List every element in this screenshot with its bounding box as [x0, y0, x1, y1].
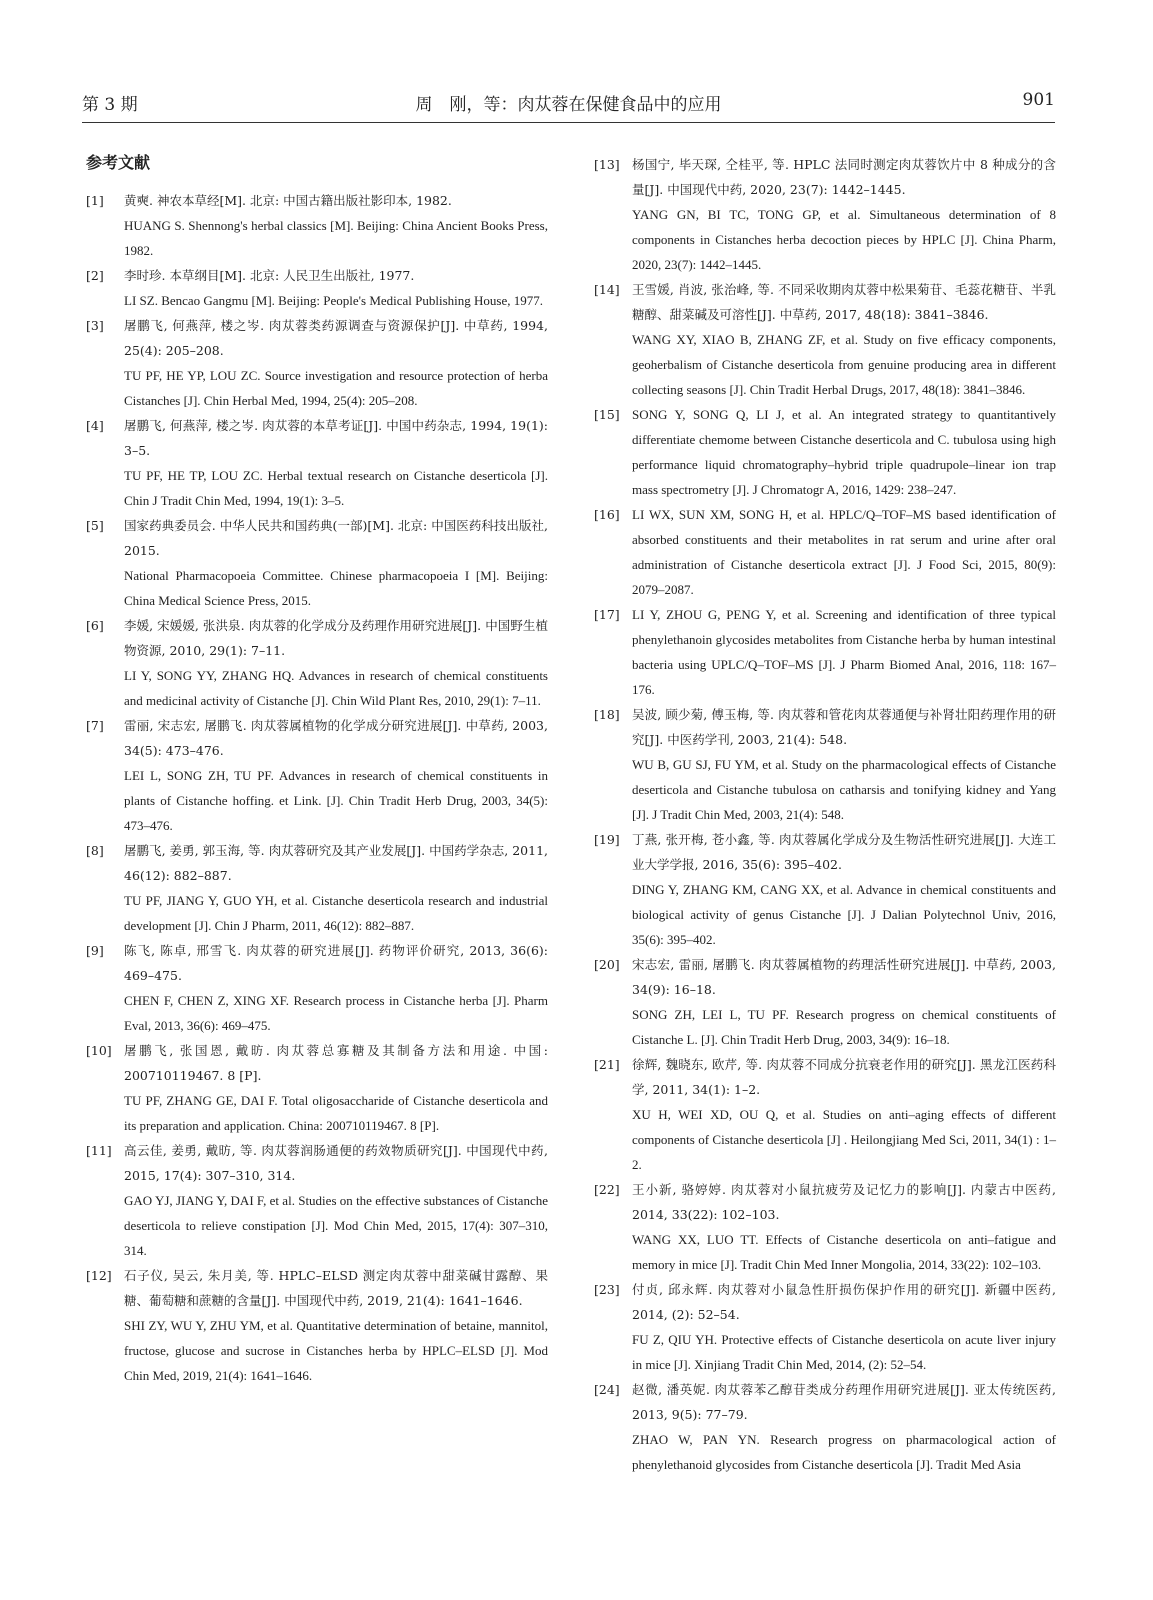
reference-english: DING Y, ZHANG KM, CANG XX, et al. Advance in chemical constituents and biological activity of genus Cistanche [J]. J Dalian Polytechnol Univ, 2016, 35(6): 395–402. [632, 882, 1056, 947]
reference-number: [23] [594, 1282, 620, 1297]
reference-english: HUANG S. Shennong's herbal classics [M]. Beijing: China Ancient Books Press, 1982. [124, 218, 548, 258]
reference-english: National Pharmacopoeia Committee. Chinese pharmacopoeia I [M]. Beijing: China Medical Science Press, 2015. [124, 568, 548, 608]
reference-english: TU PF, ZHANG GE, DAI F. Total oligosaccharide of Cistanche deserticola and its preparation and application. China: 200710119467. 8 [P]. [124, 1093, 548, 1133]
reference-chinese: 高云佳, 姜勇, 戴昉, 等. 肉苁蓉润肠通便的药效物质研究[J]. 中国现代中药, 2015, 17(4): 307–310, 314. [124, 1143, 548, 1183]
reference-number: [18] [594, 707, 620, 722]
reference-chinese: 丁燕, 张开梅, 苍小鑫, 等. 肉苁蓉属化学成分及生物活性研究进展[J]. 大连工业大学学报, 2016, 35(6): 395–402. [632, 832, 1056, 872]
reference-chinese: 王小新, 骆婷婷. 肉苁蓉对小鼠抗疲劳及记忆力的影响[J]. 内蒙古中医药, 2014, 33(22): 102–103. [632, 1182, 1056, 1222]
reference-chinese: 屠鹏飞, 姜勇, 郭玉海, 等. 肉苁蓉研究及其产业发展[J]. 中国药学杂志, 2011, 46(12): 882–887. [124, 843, 548, 883]
reference-number: [2] [86, 268, 104, 283]
reference-item [86, 613, 548, 713]
references-right-column [594, 152, 1056, 1477]
reference-number: [1] [86, 193, 104, 208]
reference-item [594, 827, 1056, 952]
reference-item [86, 1038, 548, 1138]
reference-english: FU Z, QIU YH. Protective effects of Cistanche deserticola on acute liver injury in mice [J]. Xinjiang Tradit Chin Med, 2014, (2): 52–54. [632, 1332, 1056, 1372]
reference-item [594, 502, 1056, 602]
reference-number: [20] [594, 957, 620, 972]
reference-chinese: 李时珍. 本草纲目[M]. 北京: 人民卫生出版社, 1977. [124, 268, 415, 283]
reference-english: WANG XY, XIAO B, ZHANG ZF, et al. Study on five efficacy components, geoherbalism of Cistanche deserticola from genuine producing area in different collecting seasons [J]. Chin Tradit Herbal Drugs, 2017, 48(18): 3841–3846. [632, 332, 1056, 397]
reference-chinese: 杨国宁, 毕天琛, 仝桂平, 等. HPLC 法同时测定肉苁蓉饮片中 8 种成分的含量[J]. 中国现代中药, 2020, 23(7): 1442–1445. [632, 157, 1056, 197]
reference-english: XU H, WEI XD, OU Q, et al. Studies on anti–aging effects of different components of Cistanche deserticola [J] . Heilongjiang Med Sci, 2011, 34(1) : 1–2. [632, 1107, 1056, 1172]
reference-item [594, 602, 1056, 702]
reference-number: [24] [594, 1382, 620, 1397]
reference-chinese: 徐辉, 魏晓东, 欧芹, 等. 肉苁蓉不同成分抗衰老作用的研究[J]. 黑龙江医药科学, 2011, 34(1): 1–2. [632, 1057, 1056, 1097]
reference-item [86, 1138, 548, 1263]
reference-english: SONG Y, SONG Q, LI J, et al. An integrated strategy to quantitantively differentiate chemome between Cistanche deserticola and C. tubulosa using high performance liquid chromatography–hybrid triple quadrupole–linear ion trap mass spectrometry [J]. J Chromatogr A, 2016, 1429: 238–247. [632, 407, 1056, 497]
reference-item [86, 263, 548, 313]
reference-number: [11] [86, 1143, 112, 1158]
reference-item [86, 938, 548, 1038]
reference-english: SONG ZH, LEI L, TU PF. Research progress on chemical constituents of Cistanche L. [J]. Chin Tradit Herb Drug, 2003, 34(9): 16–18. [632, 1007, 1056, 1047]
reference-number: [8] [86, 843, 104, 858]
reference-item [86, 838, 548, 938]
reference-number: [9] [86, 943, 104, 958]
reference-english: GAO YJ, JIANG Y, DAI F, et al. Studies on the effective substances of Cistanche deserticola to relieve constipation [J]. Mod Chin Med, 2015, 17(4): 307–310, 314. [124, 1193, 548, 1258]
reference-chinese: 石子仪, 吴云, 朱月美, 等. HPLC–ELSD 测定肉苁蓉中甜菜碱甘露醇、果糖、葡萄糖和蔗糖的含量[J]. 中国现代中药, 2019, 21(4): 1641–1646. [124, 1268, 548, 1308]
reference-english: TU PF, HE YP, LOU ZC. Source investigation and resource protection of herba Cistanches [J]. Chin Herbal Med, 1994, 25(4): 205–208. [124, 368, 548, 408]
reference-chinese: 国家药典委员会. 中华人民共和国药典(一部)[M]. 北京: 中国医药科技出版社, 2015. [124, 518, 548, 558]
reference-item [86, 188, 548, 263]
running-header [82, 90, 1055, 120]
reference-english: TU PF, HE TP, LOU ZC. Herbal textual research on Cistanche deserticola [J]. Chin J Tradit Chin Med, 1994, 19(1): 3–5. [124, 468, 548, 508]
reference-chinese: 陈飞, 陈卓, 邢雪飞. 肉苁蓉的研究进展[J]. 药物评价研究, 2013, 36(6): 469–475. [124, 943, 548, 983]
reference-english: LI WX, SUN XM, SONG H, et al. HPLC/Q–TOF–MS based identification of absorbed constituents and their metabolites in rat serum and urine after oral administration of Cistanche deserticola extract [J]. J Food Sci, 2015, 80(9): 2079–2087. [632, 507, 1056, 597]
references-heading: 参考文献 [86, 153, 151, 172]
issue-label: 第 3 期 [82, 95, 138, 115]
reference-english: LI Y, SONG YY, ZHANG HQ. Advances in research of chemical constituents and medicinal activity of Cistanche [J]. Chin Wild Plant Res, 2010, 29(1): 7–11. [124, 668, 548, 708]
reference-chinese: 李媛, 宋媛媛, 张洪泉. 肉苁蓉的化学成分及药理作用研究进展[J]. 中国野生植物资源, 2010, 29(1): 7–11. [124, 618, 548, 658]
reference-number: [19] [594, 832, 620, 847]
reference-item [86, 713, 548, 838]
reference-number: [22] [594, 1182, 620, 1197]
reference-item [594, 1177, 1056, 1277]
reference-english: SHI ZY, WU Y, ZHU YM, et al. Quantitative determination of betaine, mannitol, fructose, glucose and sucrose in Cistanches herba by HPLC–ELSD [J]. Mod Chin Med, 2019, 21(4): 1641–1646. [124, 1318, 548, 1383]
reference-item [594, 952, 1056, 1052]
reference-number: [15] [594, 407, 620, 422]
reference-item [594, 277, 1056, 402]
reference-english: YANG GN, BI TC, TONG GP, et al. Simultaneous determination of 8 components in Cistanches herba decoction pieces by HPLC [J]. China Pharm, 2020, 23(7): 1442–1445. [632, 207, 1056, 272]
reference-item [86, 413, 548, 513]
reference-number: [14] [594, 282, 620, 297]
reference-item [594, 402, 1056, 502]
reference-chinese: 付贞, 邱永辉. 肉苁蓉对小鼠急性肝损伤保护作用的研究[J]. 新疆中医药, 2014, (2): 52–54. [632, 1282, 1056, 1322]
header-rule [82, 122, 1055, 123]
reference-english: LI SZ. Bencao Gangmu [M]. Beijing: People's Medical Publishing House, 1977. [124, 293, 544, 308]
reference-chinese: 雷丽, 宋志宏, 屠鹏飞. 肉苁蓉属植物的化学成分研究进展[J]. 中草药, 2003, 34(5): 473–476. [124, 718, 548, 758]
reference-item [86, 1263, 548, 1388]
reference-number: [13] [594, 157, 620, 172]
reference-english: ZHAO W, PAN YN. Research progress on pharmacological action of phenylethanoid glycosides from Cistanche deserticola [J]. Tradit Med Asia [632, 1432, 1056, 1472]
reference-number: [21] [594, 1057, 620, 1072]
reference-chinese: 黄奭. 神农本草经[M]. 北京: 中国古籍出版社影印本, 1982. [124, 193, 452, 208]
reference-number: [17] [594, 607, 620, 622]
reference-english: CHEN F, CHEN Z, XING XF. Research process in Cistanche herba [J]. Pharm Eval, 2013, 36(6): 469–475. [124, 993, 548, 1033]
running-title: 周 刚，等：肉苁蓉在保健食品中的应用 [415, 95, 722, 115]
reference-item [86, 313, 548, 413]
reference-chinese: 吴波, 顾少菊, 傅玉梅, 等. 肉苁蓉和管花肉苁蓉通便与补肾壮阳药理作用的研究[J]. 中医药学刊, 2003, 21(4): 548. [632, 707, 1056, 747]
reference-number: [4] [86, 418, 104, 433]
reference-number: [12] [86, 1268, 112, 1283]
reference-chinese: 王雪媛, 肖波, 张治峰, 等. 不同采收期肉苁蓉中松果菊苷、毛蕊花糖苷、半乳糖醇、甜菜碱及可溶性[J]. 中草药, 2017, 48(18): 3841–3846. [632, 282, 1056, 322]
reference-english: LEI L, SONG ZH, TU PF. Advances in research of chemical constituents in plants of Cistanche hoffing. et Link. [J]. Chin Tradit Herb Drug, 2003, 34(5): 473–476. [124, 768, 548, 833]
reference-item [594, 1277, 1056, 1377]
references-left-column [86, 188, 548, 1388]
reference-number: [5] [86, 518, 104, 533]
reference-number: [7] [86, 718, 104, 733]
reference-chinese: 屠鹏飞, 何燕萍, 楼之岑. 肉苁蓉的本草考证[J]. 中国中药杂志, 1994, 19(1): 3–5. [124, 418, 548, 458]
reference-number: [16] [594, 507, 620, 522]
reference-number: [3] [86, 318, 104, 333]
reference-item [594, 702, 1056, 827]
page-number: 901 [1022, 90, 1055, 110]
reference-item [594, 1377, 1056, 1477]
reference-chinese: 赵微, 潘英妮. 肉苁蓉苯乙醇苷类成分药理作用研究进展[J]. 亚太传统医药, 2013, 9(5): 77–79. [632, 1382, 1056, 1422]
reference-number: [6] [86, 618, 104, 633]
reference-english: WANG XX, LUO TT. Effects of Cistanche deserticola on anti–fatigue and memory in mice [J]. Tradit Chin Med Inner Mongolia, 2014, 33(22): 102–103. [632, 1232, 1056, 1272]
reference-item [594, 152, 1056, 277]
reference-english: LI Y, ZHOU G, PENG Y, et al. Screening and identification of three typical phenylethanoin glycosides metabolites from Cistanche herba by human intestinal bacteria using UPLC/Q–TOF–MS [J]. J Pharm Biomed Anal, 2016, 118: 167–176. [632, 607, 1056, 697]
reference-number: [10] [86, 1043, 112, 1058]
reference-chinese: 宋志宏, 雷丽, 屠鹏飞. 肉苁蓉属植物的药理活性研究进展[J]. 中草药, 2003, 34(9): 16–18. [632, 957, 1056, 997]
reference-english: TU PF, JIANG Y, GUO YH, et al. Cistanche deserticola research and industrial development [J]. Chin J Pharm, 2011, 46(12): 882–887. [124, 893, 548, 933]
reference-english: WU B, GU SJ, FU YM, et al. Study on the pharmacological effects of Cistanche deserticola and Cistanche tubulosa on catharsis and tonifying kidney and Yang [J]. J Tradit Chin Med, 2003, 21(4): 548. [632, 757, 1056, 822]
reference-item [594, 1052, 1056, 1177]
reference-item [86, 513, 548, 613]
reference-chinese: 屠鹏飞, 何燕萍, 楼之岑. 肉苁蓉类药源调查与资源保护[J]. 中草药, 1994, 25(4): 205–208. [124, 318, 548, 358]
reference-chinese: 屠鹏飞, 张国恩, 戴昉. 肉苁蓉总寡糖及其制备方法和用途. 中国: 200710119467. 8 [P]. [124, 1043, 548, 1083]
